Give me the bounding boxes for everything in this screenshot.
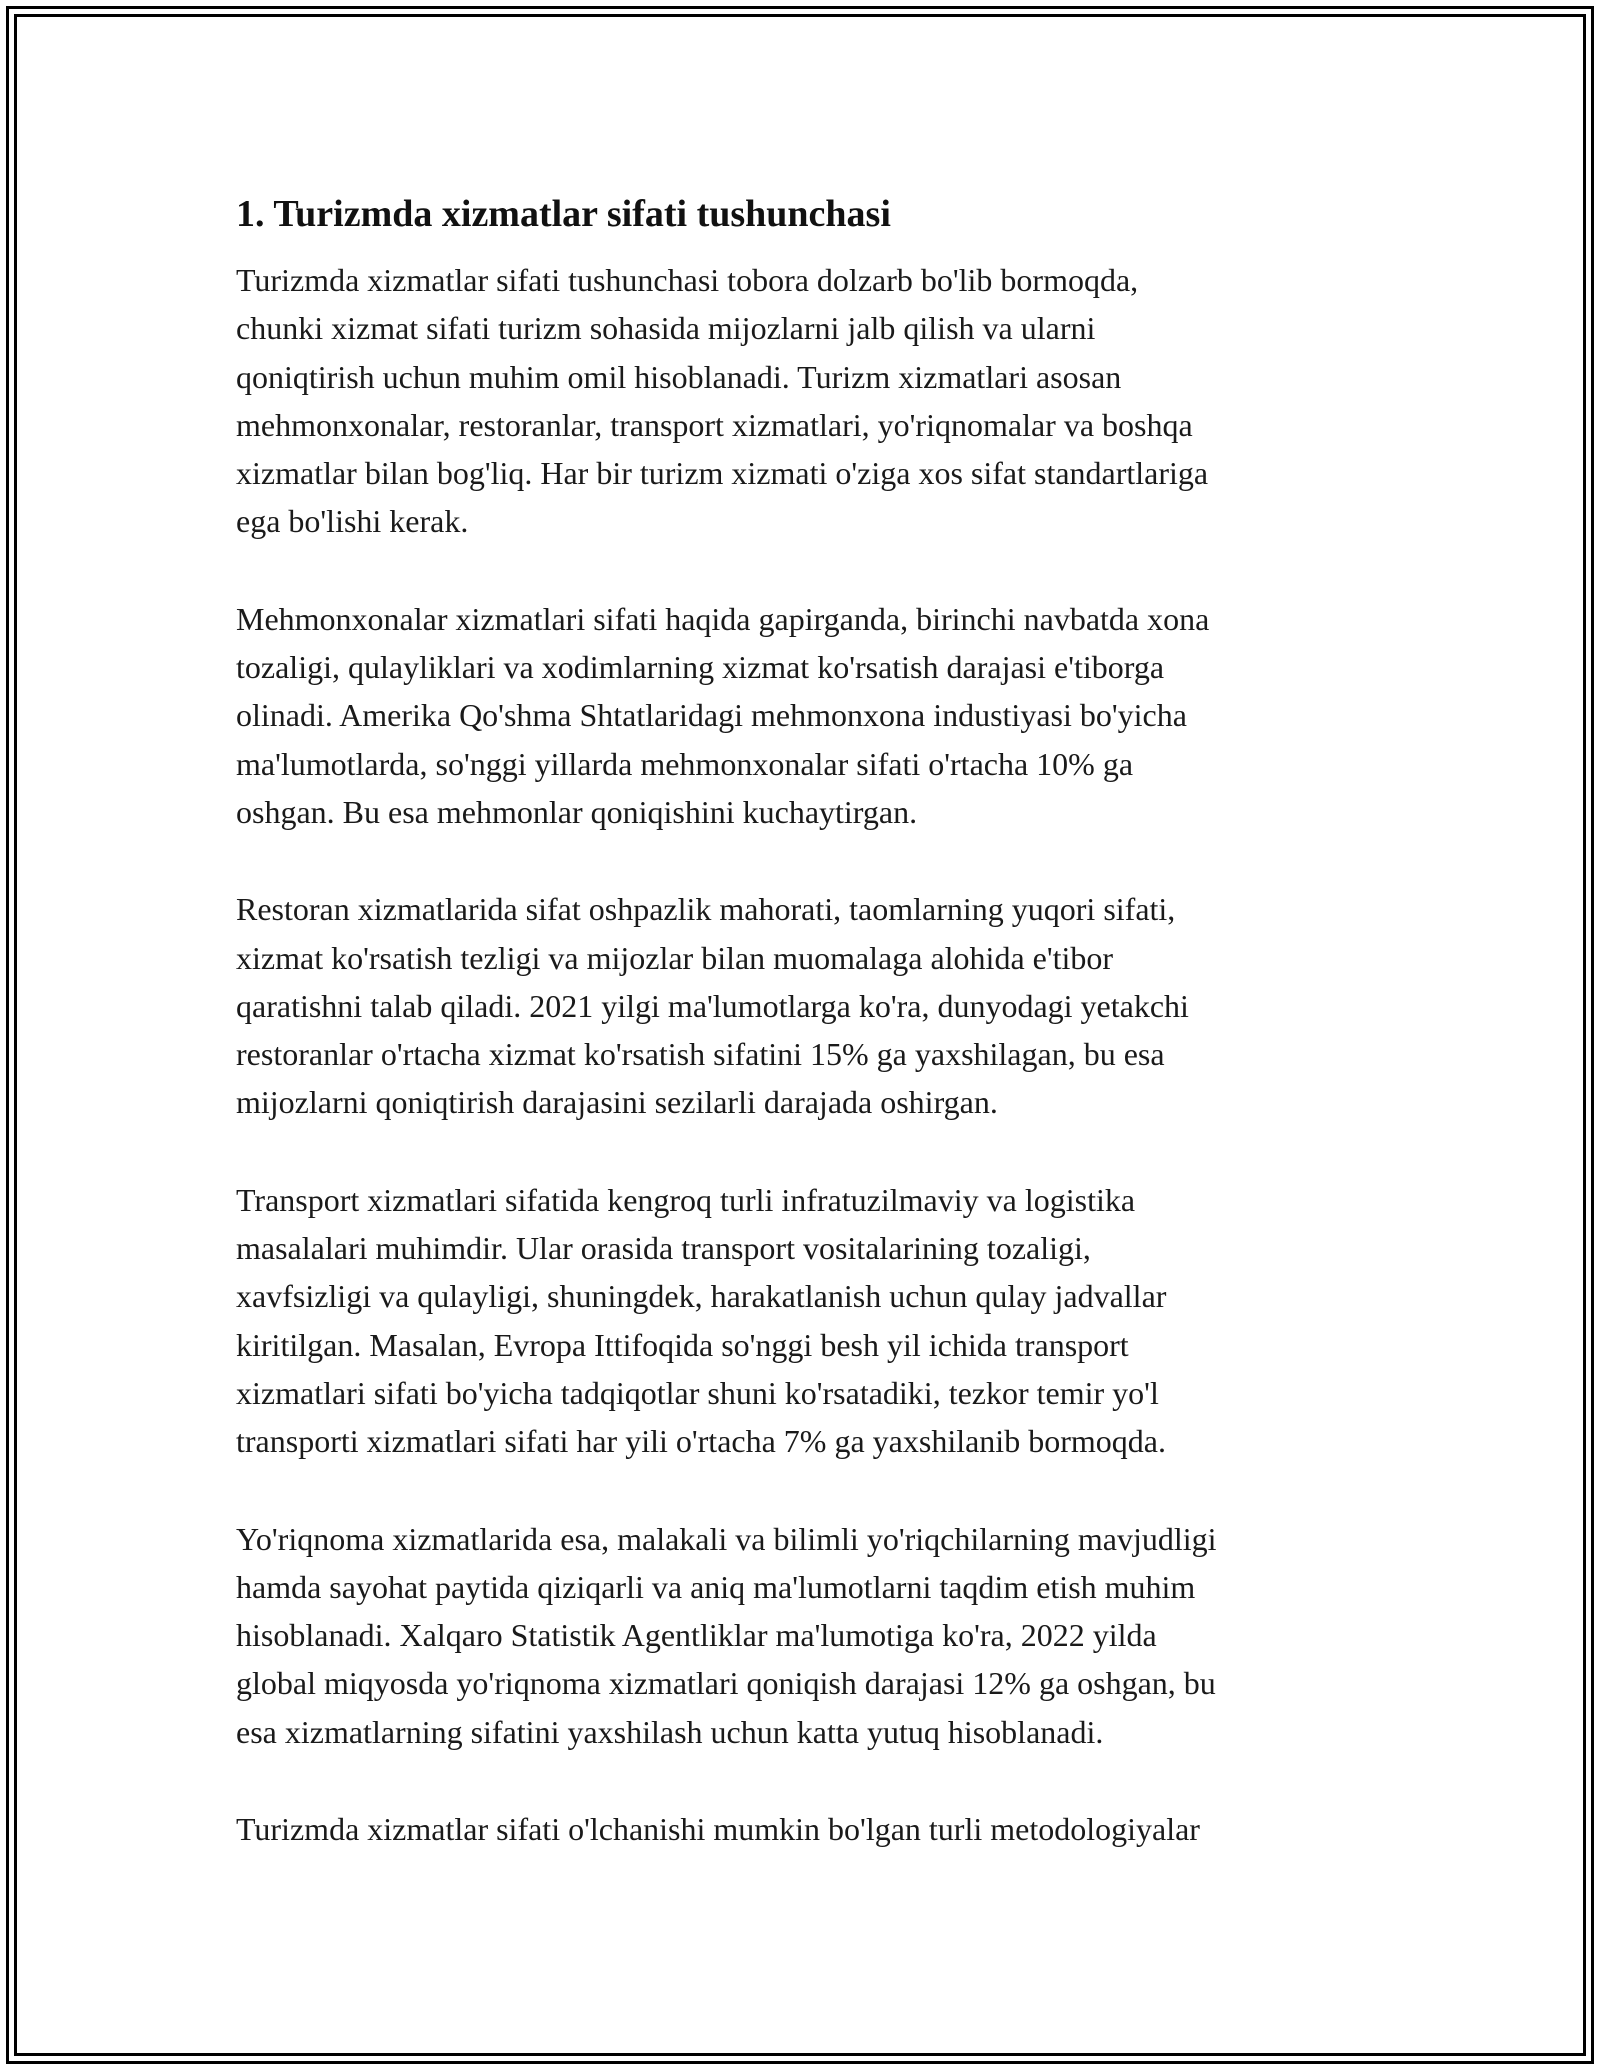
section-heading: 1. Turizmda xizmatlar sifati tushunchasi bbox=[236, 193, 891, 235]
document-body bbox=[236, 186, 1376, 1902]
paragraph-methodologies: Turizmda xizmatlar sifati o'lchanishi mumkin bo'lgan turli metodologiyalar bbox=[236, 1811, 1200, 1848]
paragraph-transport: Transport xizmatlari sifatida kengroq turli infratuzilmaviy va logistika masalalari muhimdir. Ular orasida transport vositalarining tozaligi, xavfsizligi va qulayligi, shuningdek, harakatlanish uchun qulay jadvallar kiritilgan. Masalan, Evropa Ittifoqida so'nggi besh yil ichida transport xizmatlari sifati bo'yicha tadqiqotlar shuni ko'rsatadiki, tezkor temir yo'l transporti xizmatlari sifati har yili o'rtacha 7% ga yaxshilanib bormoqda. bbox=[236, 1181, 1167, 1460]
paragraph-intro: Turizmda xizmatlar sifati tushunchasi tobora dolzarb bo'lib bormoqda, chunki xizmat sifati turizm sohasida mijozlarni jalb qilish va ularni qoniqtirish uchun muhim omil hisoblanadi. Turizm xizmatlari asosan mehmonxonalar, restoranlar, transport xizmatlari, yo'riqnomalar va boshqa xizmatlar bilan bog'liq. Har bir turizm xizmati o'ziga xos sifat standartlariga ega bo'lishi kerak. bbox=[236, 262, 1209, 540]
paragraph-hotels: Mehmonxonalar xizmatlari sifati haqida gapirganda, birinchi navbatda xona tozaligi, qulayliklari va xodimlarning xizmat ko'rsatish darajasi e'tiborga olinadi. Amerika Qo'shma Shtatlaridagi mehmonxona industiyasi bo'yicha ma'lumotlarda, so'nggi yillarda mehmonxonalar sifati o'rtacha 10% ga oshgan. Bu esa mehmonlar qoniqishini kuchaytirgan. bbox=[236, 600, 1210, 830]
paragraph-restaurants: Restoran xizmatlarida sifat oshpazlik mahorati, taomlarning yuqori sifati, xizmat ko'rsatish tezligi va mijozlar bilan muomalaga alohida e'tibor qaratishni talab qiladi. 2021 yilgi ma'lumotlarga ko'ra, dunyodagi yetakchi restoranlar o'rtacha xizmat ko'rsatish sifatini 15% ga yaxshilagan, bu esa mijozlarni qoniqtirish darajasini sezilarli darajada oshirgan. bbox=[236, 891, 1189, 1121]
paragraph-guides: Yo'riqnoma xizmatlarida esa, malakali va bilimli yo'riqchilarning mavjudligi hamda sayohat paytida qiziqarli va aniq ma'lumotlarni taqdim etish muhim hisoblanadi. Xalqaro Statistik Agentliklar ma'lumotiga ko'ra, 2022 yilda global miqyosda yo'riqnoma xizmatlari qoniqish darajasi 12% ga oshgan, bu esa xizmatlarning sifatini yaxshilash uchun katta yutuq hisoblanadi. bbox=[236, 1520, 1217, 1750]
